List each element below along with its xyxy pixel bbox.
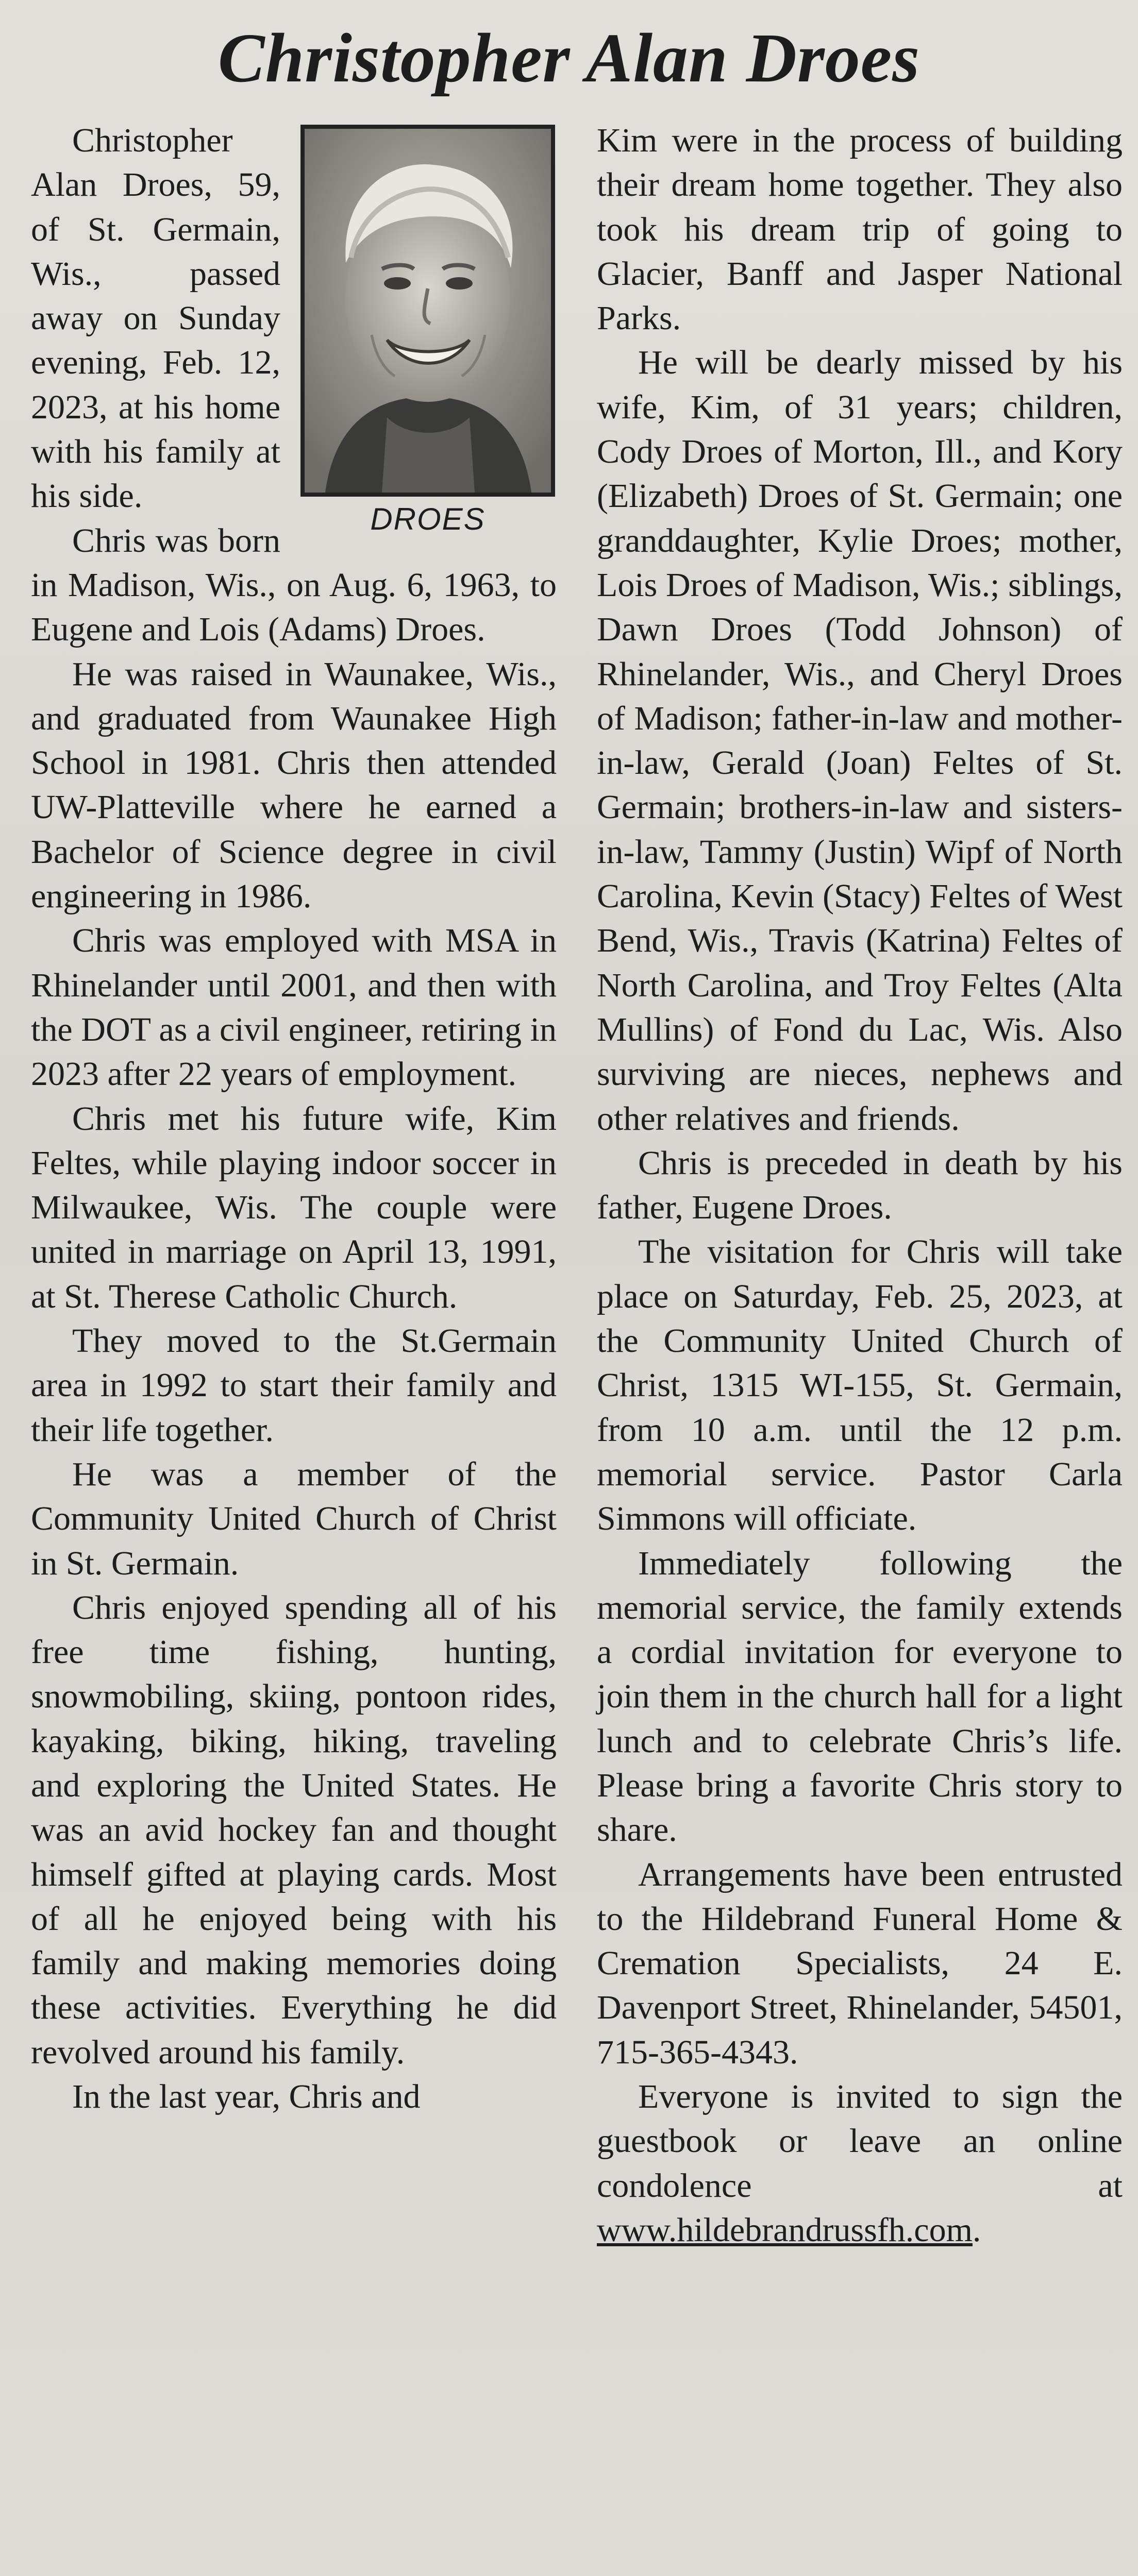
- paragraph-arrangements: Arrangements have been entrusted to the Hildebrand Funeral Home & Cremation Specialists, 24 E. Davenport Street, Rhinelander, 54501, 715-365-4343.: [597, 1855, 1123, 2071]
- paragraph-church: He was a member of the Community United Church of Christ in St. Germain.: [31, 1455, 557, 1582]
- paragraph-intro: Christopher Alan Droes, 59, of St. Germain, Wis., passed away on Sunday evening, Feb. 12, 2023, at his home with his family at his side.: [31, 122, 280, 515]
- paragraph-hobbies: Chris enjoyed spending all of his free time fishing, hunting, snowmobiling, skiing, pontoon rides, kayaking, biking, hiking, traveling and exploring the United States. He was an avid hockey fan and thought himself gifted at playing cards. Most of all he enjoyed being with his family and making memories doing these activities. Everything he did revolved around his family.: [31, 1588, 557, 2071]
- paragraph-visitation: The visitation for Chris will take place on Saturday, Feb. 25, 2023, at the Community United Church of Christ, 1315 WI-155, St. Germain, from 10 a.m. until the 12 p.m. memorial service. Pastor Carla Simmons will officiate.: [597, 1233, 1123, 1538]
- paragraph-guestbook: [597, 2075, 1123, 2252]
- paragraph-last-year: In the last year, Chris and: [72, 2078, 421, 2116]
- paragraph-survivors: He will be dearly missed by his wife, Kim, of 31 years; children, Cody Droes of Morton, Ill., and Kory (Elizabeth) Droes of St. Germain; one granddaughter, Kylie Droes; mother, Lois Droes of Madison, Wis.; siblings, Dawn Droes (Todd Johnson) of Rhinelander, Wis., and Cheryl Droes of Madison; father-in-law and mother-in-law, Gerald (Joan) Feltes of St. Germain; brothers-in-law and sisters-in-law, Tammy (Justin) Wipf of North Carolina, Kevin (Stacy) Feltes of West Bend, Wis., Travis (Katrina) Feltes of North Carolina, and Troy Feltes (Alta Mullins) of Fond du Lac, Wis. Also surviving are nieces, nephews and other relatives and friends.: [597, 344, 1123, 1138]
- portrait-illustration: [305, 129, 551, 493]
- portrait-block: [299, 125, 557, 539]
- paragraph-marriage: Chris met his future wife, Kim Feltes, while playing indoor soccer in Milwaukee, Wis. The couple were united in marriage on April 13, 1991, at St. Therese Catholic Church.: [31, 1099, 557, 1315]
- obituary-title: Christopher Alan Droes: [217, 20, 921, 97]
- paragraph-education: He was raised in Waunakee, Wis., and graduated from Waunakee High School in 1981. Chris then attended UW-Platteville where he earned a Bachelor of Science degree in civil engineering in 1986.: [31, 655, 557, 916]
- paragraph-luncheon: Immediately following the memorial service, the family extends a cordial invitation for everyone to join them in the church hall for a light lunch and to celebrate Chris’s life. Please bring a favorite Chris story to share.: [597, 1544, 1123, 1849]
- guestbook-end: .: [972, 2211, 981, 2249]
- paragraph-dream-trip: Kim were in the process of building their dream home together. They also took his dream trip of going to Glacier, Banff and Jasper National Parks.: [597, 122, 1123, 337]
- right-column: [597, 118, 1123, 2252]
- guestbook-text: Everyone is invited to sign the guestbook or leave an online condolence at: [597, 2078, 1123, 2205]
- paragraph-birth: Chris was born in Madison, Wis., on Aug. 6, 1963, to Eugene and Lois (Adams) Droes.: [31, 521, 557, 649]
- paragraph-move: They moved to the St.Germain area in 1992 to start their family and their life together.: [31, 1322, 557, 1449]
- paragraph-preceded: Chris is preceded in death by his father, Eugene Droes.: [597, 1144, 1123, 1227]
- portrait-photo: [300, 125, 555, 497]
- portrait-caption: DROES: [370, 502, 486, 536]
- funeral-home-link[interactable]: www.hildebrandrussfh.com: [597, 2211, 973, 2249]
- left-column: [31, 118, 557, 2119]
- paragraph-career: Chris was employed with MSA in Rhinelander until 2001, and then with the DOT as a civil engineer, retiring in 2023 after 22 years of employment.: [31, 922, 557, 1093]
